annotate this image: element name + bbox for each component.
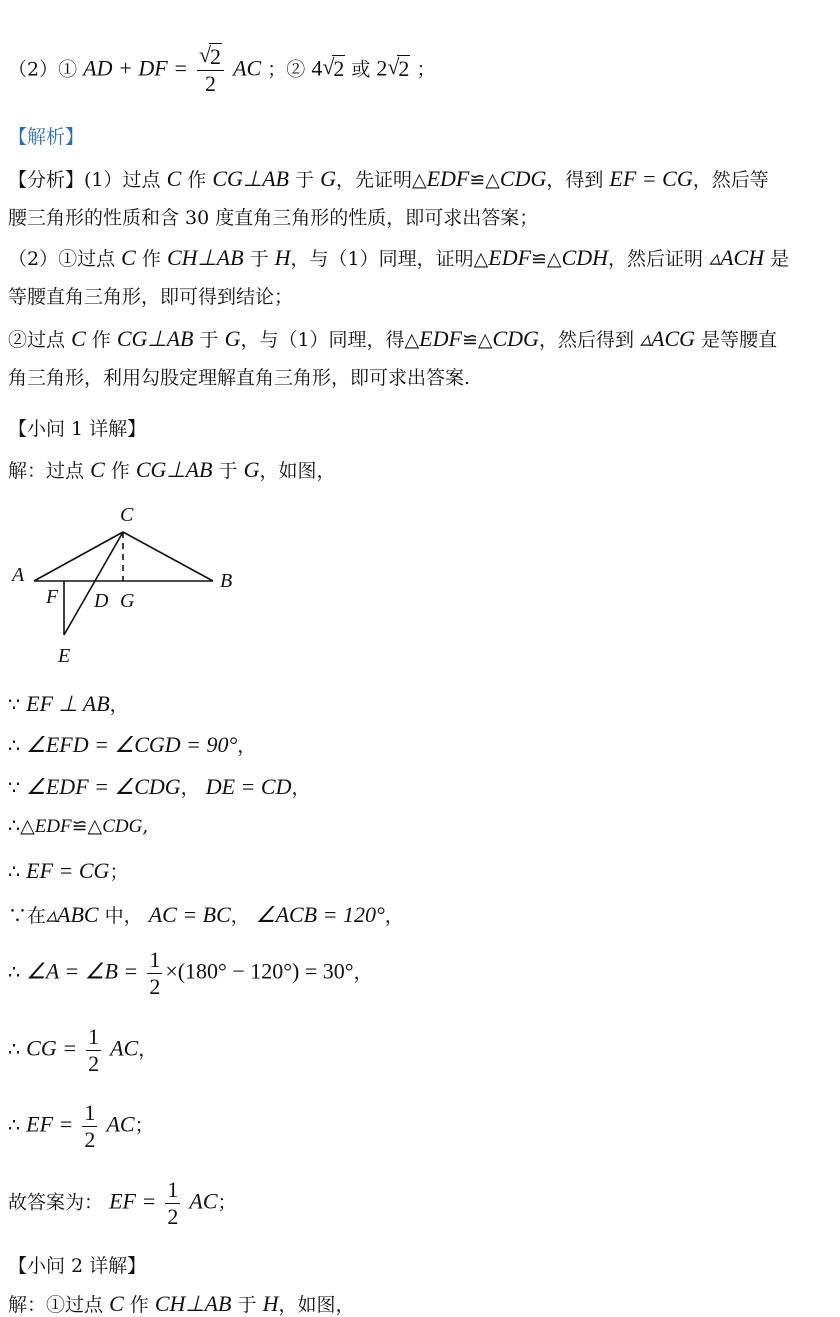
- math: H: [262, 1291, 279, 1316]
- text: 是等腰直: [695, 329, 778, 351]
- math: ▵ABC: [46, 902, 99, 927]
- frac-denominator: 2: [167, 1204, 179, 1229]
- text: ≌△: [469, 169, 500, 191]
- fraction-half: [82, 1100, 97, 1153]
- step-4: [8, 815, 148, 838]
- label-G: G: [120, 590, 135, 612]
- punct: ，: [384, 905, 404, 927]
- text: 于: [295, 169, 315, 191]
- text: ≌△: [531, 248, 562, 270]
- math: G: [243, 457, 260, 482]
- text: 【分析】(1）过点: [8, 169, 161, 191]
- text: 解：①过点: [8, 1294, 104, 1316]
- punct: ，: [237, 735, 257, 757]
- segment-CB: [123, 532, 213, 581]
- text: 作: [129, 1294, 149, 1316]
- math: ×(180° − 120°) = 30°: [165, 958, 354, 984]
- text: ∵在: [8, 905, 47, 927]
- q2-intro: [8, 1290, 354, 1317]
- geometry-figure: [0, 495, 260, 675]
- step-9: [8, 1100, 154, 1153]
- text: ②过点: [8, 329, 66, 351]
- analysis-line-1: [8, 160, 830, 199]
- answer-prefix: （2）①: [8, 58, 78, 81]
- therefore-symbol: ∴: [8, 861, 21, 883]
- punct: ，: [109, 694, 129, 716]
- math: EDF: [426, 166, 470, 191]
- jiexi-heading: 【解析】: [8, 126, 85, 148]
- answer-sep: ；②: [267, 58, 306, 81]
- therefore-symbol: ∴: [8, 961, 21, 984]
- math: EDF: [419, 326, 462, 351]
- fraction-half: [86, 1024, 101, 1077]
- q2-heading: 【小问 2 详解】: [8, 1255, 147, 1277]
- answer-end: ；: [416, 58, 436, 81]
- math: AC: [110, 1035, 139, 1061]
- text: 于: [199, 329, 219, 351]
- text: ，然后得到: [538, 329, 634, 351]
- math: C: [71, 326, 86, 351]
- text: ，如图，: [259, 460, 336, 482]
- frac-denominator: 2: [88, 1051, 100, 1076]
- punct: ；: [217, 1191, 237, 1214]
- frac-numerator: 2: [210, 44, 222, 69]
- answer-rhs: AC: [233, 55, 262, 81]
- text: ，得到: [546, 169, 604, 191]
- math: CG =: [26, 1035, 78, 1061]
- step-8: [8, 1024, 157, 1077]
- text: 故答案为：: [8, 1191, 104, 1214]
- math: ▵ACG: [640, 326, 696, 351]
- math: EDF: [34, 816, 72, 837]
- label-F: F: [46, 586, 59, 608]
- math: EDF: [488, 245, 532, 270]
- value2-coef: 2: [376, 55, 388, 81]
- punct: ，: [180, 777, 200, 799]
- analysis-block: [8, 160, 830, 397]
- therefore-symbol: ∴: [8, 1114, 21, 1137]
- frac-numerator: 1: [149, 947, 161, 972]
- math: CDG: [499, 166, 547, 191]
- text: ≌△: [461, 329, 493, 351]
- punct: ；: [134, 1114, 154, 1137]
- step-1: [8, 690, 129, 717]
- frac-denominator: 2: [149, 974, 161, 999]
- frac-numerator: 1: [167, 1177, 179, 1202]
- answer-fraction: √ 2 2: [197, 44, 224, 97]
- analysis-line-6: 角三角形，利用勾股定理解直角三角形，即可求出答案.: [8, 367, 471, 389]
- punct: ；: [109, 861, 129, 883]
- value2-radicand: 2: [398, 55, 410, 81]
- math: CDG: [102, 816, 143, 837]
- text: 中，: [98, 905, 143, 927]
- math: C: [166, 166, 182, 191]
- text: ，然后等: [692, 169, 769, 191]
- answer-lhs: AD + DF =: [83, 55, 188, 81]
- math: CH⊥AB: [166, 245, 244, 270]
- math: CDH: [561, 245, 609, 270]
- math: ∠A = ∠B =: [26, 958, 139, 984]
- text: ，与（1）同理，得△: [240, 329, 420, 351]
- value1-coef: 4: [311, 55, 323, 81]
- text: 是: [764, 248, 790, 270]
- math: CG⊥AB: [135, 457, 213, 482]
- punct: ，: [353, 961, 373, 984]
- q1-heading: 【小问 1 详解】: [8, 418, 147, 440]
- value2-sqrt: √ 2: [387, 53, 410, 81]
- value1-sqrt: √ 2: [322, 53, 345, 81]
- label-A: A: [12, 564, 25, 586]
- label-B: B: [220, 570, 233, 592]
- step-3: [8, 773, 310, 800]
- math: C: [109, 1291, 124, 1316]
- fraction-half: [147, 947, 162, 1000]
- math: ▵ACH: [709, 245, 765, 270]
- text: 于: [249, 248, 269, 270]
- value1-radicand: 2: [333, 55, 345, 81]
- analysis-line-5: [8, 320, 830, 359]
- math: ∠EFD = ∠CGD = 90°: [26, 732, 238, 757]
- text: ，与（1）同理，证明△: [290, 248, 489, 270]
- q1-intro: [8, 456, 335, 483]
- math: AC: [106, 1111, 135, 1137]
- math: ∠ACB = 120°: [255, 902, 385, 927]
- punct: ，: [291, 777, 311, 799]
- frac-numerator: 1: [88, 1024, 100, 1049]
- label-D: D: [94, 590, 109, 612]
- step-7: [8, 947, 373, 1000]
- frac-denominator: 2: [84, 1127, 96, 1152]
- because-symbol: ∵: [8, 694, 21, 716]
- math: G: [320, 166, 336, 191]
- therefore-symbol: ∴: [8, 735, 21, 757]
- fraction-half: [165, 1177, 180, 1230]
- text: 解：过点: [8, 460, 85, 482]
- punct: ，: [138, 1038, 158, 1061]
- math: CDG: [492, 326, 539, 351]
- frac-numerator: 1: [84, 1100, 96, 1125]
- math: EF = CG: [26, 858, 110, 883]
- answer-1: [8, 1177, 237, 1230]
- math: CG⊥AB: [212, 166, 289, 191]
- answer-or: 或: [351, 58, 371, 81]
- text: 于: [237, 1294, 257, 1316]
- text: 作: [91, 329, 111, 351]
- math: ∠EDF = ∠CDG: [26, 774, 181, 799]
- text: ，然后证明: [608, 248, 704, 270]
- label-E: E: [58, 645, 71, 667]
- text: ，先证明△: [335, 169, 427, 191]
- step-2: [8, 731, 256, 758]
- step-6: [8, 901, 404, 928]
- punct: ,: [142, 815, 149, 837]
- text: 作: [110, 460, 130, 482]
- text: ≌△: [71, 815, 103, 837]
- math: CG⊥AB: [116, 326, 194, 351]
- therefore-symbol: ∴△: [8, 815, 35, 837]
- analysis-line-3: [8, 239, 830, 278]
- because-symbol: ∵: [8, 777, 21, 799]
- math: C: [90, 457, 105, 482]
- math: AC: [189, 1188, 218, 1214]
- math: C: [121, 245, 136, 270]
- text: 作: [141, 248, 161, 270]
- step-5: [8, 857, 128, 884]
- text: ，如图，: [278, 1294, 355, 1316]
- math: DE = CD: [205, 774, 292, 799]
- math: EF = CG: [609, 166, 693, 191]
- label-C: C: [120, 504, 134, 526]
- answer-line-2: [8, 44, 435, 97]
- math: G: [224, 326, 241, 351]
- math: H: [274, 245, 291, 270]
- frac-denominator: 2: [205, 71, 217, 96]
- analysis-line-2: 腰三角形的性质和含 30 度直角三角形的性质，即可求出答案；: [8, 207, 539, 229]
- text: （2）①过点: [8, 248, 116, 270]
- punct: ，: [230, 905, 250, 927]
- analysis-line-4: 等腰直角三角形，即可得到结论；: [8, 286, 294, 308]
- text: 作: [187, 169, 207, 191]
- math: EF ⊥ AB: [26, 691, 110, 716]
- math: EF =: [26, 1111, 74, 1137]
- math: EF =: [109, 1188, 157, 1214]
- math: CH⊥AB: [154, 1291, 232, 1316]
- math: AC = BC: [148, 902, 231, 927]
- text: 于: [218, 460, 238, 482]
- therefore-symbol: ∴: [8, 1038, 21, 1061]
